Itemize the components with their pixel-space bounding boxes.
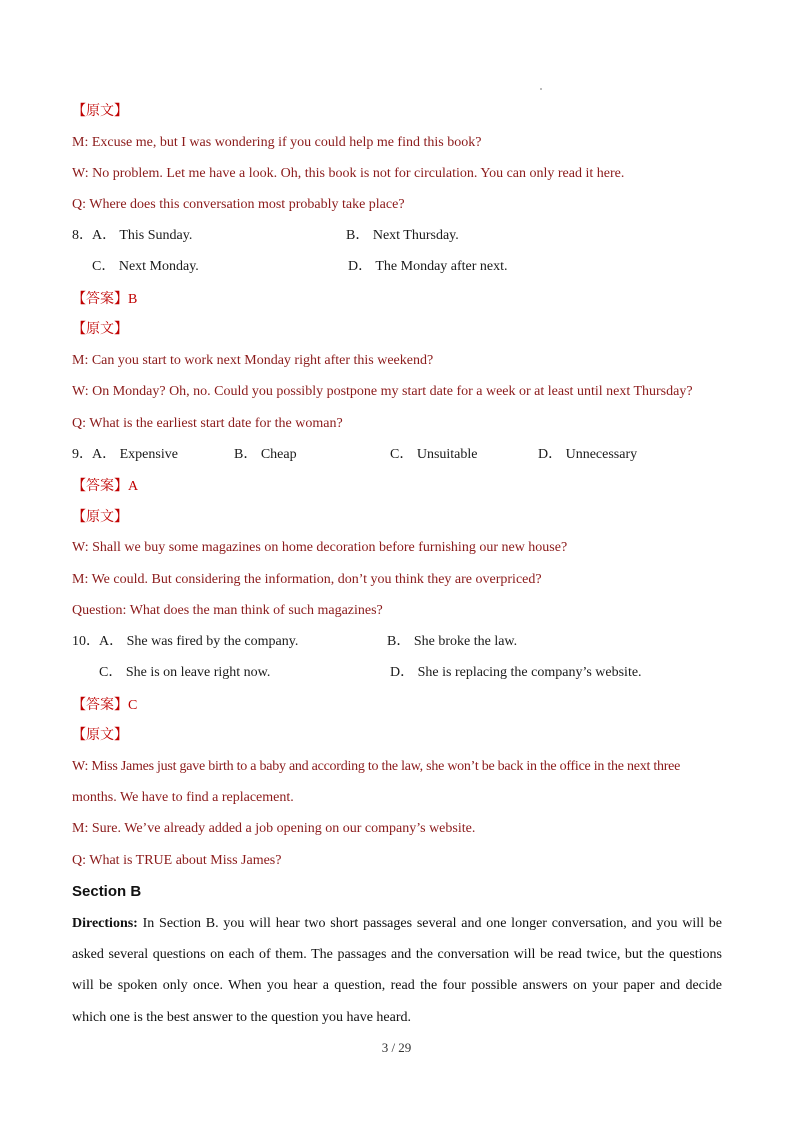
directions-line: will be spoken only once. When you hear a question, read the four possible answers on your paper and decide	[72, 978, 722, 993]
option-c: C． Next Monday.	[92, 259, 199, 274]
transcript-line: Question: What does the man think of such magazines?	[72, 603, 383, 618]
answer-label: 【答案】	[72, 291, 128, 307]
option-a: A． Expensive	[92, 447, 178, 462]
option-b: B． She broke the law.	[387, 634, 518, 649]
transcript-label: 【原文】	[72, 103, 128, 119]
transcript-line: Q: What is TRUE about Miss James?	[72, 853, 282, 868]
directions-line: which one is the best answer to the question you have heard.	[72, 1010, 412, 1025]
answer-value: A	[128, 479, 139, 494]
option-b: B． Next Thursday.	[346, 228, 459, 243]
answer-value: C	[128, 698, 138, 713]
transcript-line: W: No problem. Let me have a look. Oh, this book is not for circulation. You can only read it here.	[72, 166, 625, 181]
option-a: A． This Sunday.	[92, 228, 193, 243]
answer-label: 【答案】	[72, 697, 128, 713]
option-d: D． She is replacing the company’s website.	[390, 665, 642, 680]
question-number: 8．	[72, 228, 93, 243]
transcript-line: W: On Monday? Oh, no. Could you possibly postpone my start date for a week or at least until next Thursday?	[72, 384, 693, 399]
answer-line	[72, 290, 137, 309]
directions-label: Directions:	[72, 916, 138, 931]
scan-speck	[540, 88, 542, 90]
page-number: 3 / 29	[381, 1040, 412, 1055]
directions-line	[72, 915, 722, 933]
transcript-line: M: Sure. We’ve already added a job opening on our company’s website.	[72, 821, 476, 836]
option-c: C． Unsuitable	[390, 447, 478, 462]
option-d: D． The Monday after next.	[348, 259, 508, 274]
transcript-label: 【原文】	[72, 727, 128, 743]
answer-line	[72, 696, 137, 715]
directions-line: asked several questions on each of them. The passages and the conversation will be read twice, but the questions	[72, 947, 722, 962]
transcript-line: Q: Where does this conversation most probably take place?	[72, 197, 405, 212]
option-c: C． She is on leave right now.	[99, 665, 271, 680]
option-d: D． Unnecessary	[538, 447, 638, 462]
transcript-line: M: We could. But considering the information, don’t you think they are overpriced?	[72, 572, 542, 587]
question-number: 9．	[72, 447, 93, 462]
answer-value: B	[128, 292, 138, 307]
option-a: A． She was fired by the company.	[99, 634, 299, 649]
section-title: Section B	[72, 883, 142, 900]
transcript-line: W: Miss James just gave birth to a baby and according to the law, she won’t be back in the office in the next three	[72, 759, 681, 774]
transcript-label: 【原文】	[72, 509, 128, 525]
question-number: 10．	[72, 634, 100, 649]
directions-text: In Section B. you will hear two short passages several and one longer conversation, and you will be	[137, 916, 722, 931]
answer-label: 【答案】	[72, 478, 128, 494]
transcript-line: M: Excuse me, but I was wondering if you could help me find this book?	[72, 135, 482, 150]
transcript-label: 【原文】	[72, 321, 128, 337]
transcript-line: months. We have to find a replacement.	[72, 790, 294, 805]
transcript-line: Q: What is the earliest start date for the woman?	[72, 416, 343, 431]
answer-line	[72, 477, 138, 496]
option-b: B． Cheap	[234, 447, 297, 462]
transcript-line: W: Shall we buy some magazines on home decoration before furnishing our new house?	[72, 540, 568, 555]
transcript-line: M: Can you start to work next Monday right after this weekend?	[72, 353, 434, 368]
